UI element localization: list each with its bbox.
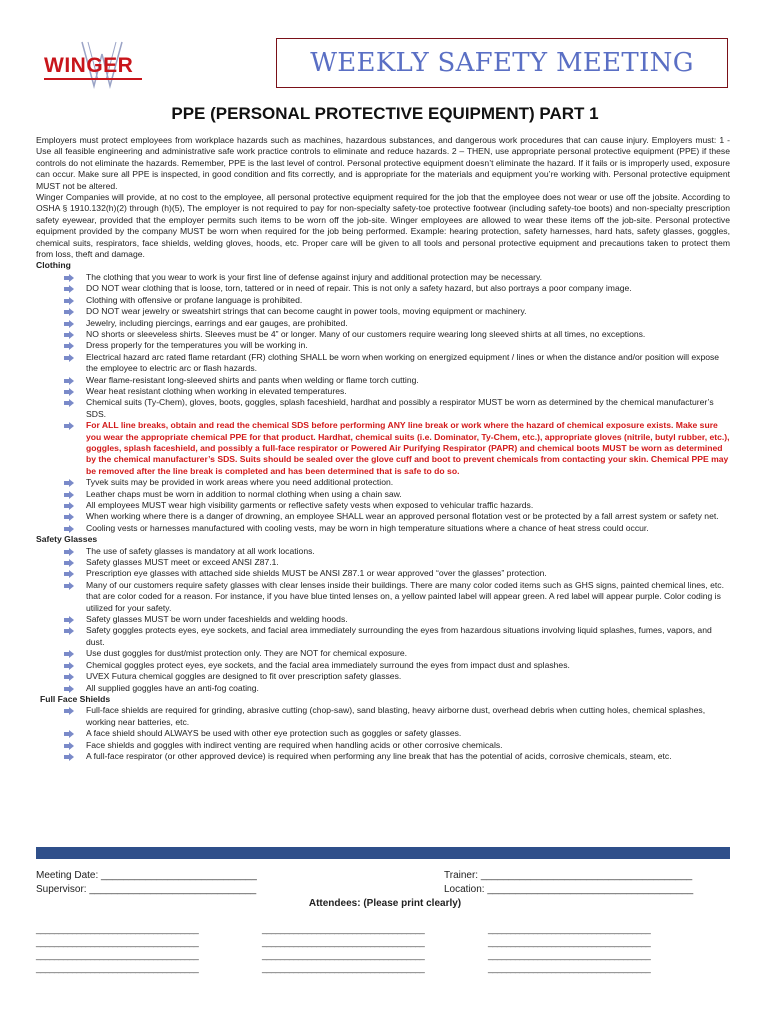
list-item-text: Leather chaps must be worn in addition to normal clothing when using a chain saw. (86, 488, 402, 499)
list-item (86, 546, 730, 557)
list-item (86, 728, 730, 739)
section-heading-safety-glasses: Safety Glasses (36, 534, 98, 545)
attendee-signature-line: ____________________________________ (36, 963, 199, 973)
list-item-text: Face shields and goggles with indirect venting are required when handling acids or other corrosive chemicals. (86, 739, 503, 750)
list-item-text: Prescription eye glasses with attached side shields MUST be ANSI Z87.1 or wear approved “over the glasses” protection. (86, 568, 547, 579)
meeting-date-field: Meeting Date: ____________________________ (36, 870, 257, 881)
attendee-signature-line: ____________________________________ (262, 924, 425, 934)
arrow-bullet-icon (64, 616, 74, 624)
attendee-signature-line: ____________________________________ (36, 937, 199, 947)
list-item (86, 386, 730, 397)
list-item-text: UVEX Futura chemical goggles are designed to fit over prescription safety glasses. (86, 671, 402, 682)
list-item-text: Many of our customers require safety glasses with clear lenses inside their buildings. There are many color coded items such as GHS signs, painted chemical lines, etc. that are color coded for a reason. For instance, if you have blue tinted lenses on, a yellow painted label will appear green. A red label will appear purple. Color coding is utilized for your safety. (86, 579, 724, 613)
attendee-signature-line: ____________________________________ (488, 963, 651, 973)
section-heading-full-face-shields: Full Face Shields (40, 693, 111, 704)
list-item (86, 500, 730, 511)
page-title: PPE (PERSONAL PROTECTIVE EQUIPMENT) PART 1 (171, 104, 599, 123)
list-item (86, 580, 730, 614)
list-item-text: The clothing that you wear to work is your first line of defense against injury and additional protection may be necessary. (86, 271, 543, 282)
arrow-bullet-icon (64, 274, 74, 282)
meeting-banner (276, 38, 728, 88)
arrow-bullet-icon (64, 673, 74, 681)
list-item-text: Tyvek suits may be provided in work areas where you need additional protection. (86, 477, 394, 488)
arrow-bullet-icon (64, 491, 74, 499)
list-item-text: Safety glasses MUST meet or exceed ANSI Z87.1. (86, 557, 279, 568)
list-item-text: Chemical goggles protect eyes, eye sockets, and the facial area immediately surround the eyes from impact dust and splashes. (86, 659, 570, 670)
arrow-bullet-icon (64, 308, 74, 316)
attendee-signature-line: ____________________________________ (488, 950, 651, 960)
arrow-bullet-icon (64, 502, 74, 510)
arrow-bullet-icon (64, 399, 74, 407)
section-heading-clothing: Clothing (36, 260, 71, 271)
list-item-text: Clothing with offensive or profane language is prohibited. (86, 294, 303, 305)
intro-paragraph-1: Employers must protect employees from workplace hazards such as machines, hazardous substances, and dangerous work procedures that can cause injury. Employers must: 1 - Use all feasible engineering and administrative safe work practice controls to eliminate and reduce hazards. 2 – THEN, use appropriate personal protective equipment (PPE) if these controls do not eliminate the hazards. Remember, PPE is the last level of control. Personal protective equipment doesn’t eliminate the hazard. If it fails or is improperly used, exposure can occur. Make sure all PPE is inspected, in good condition and fits correctly, and is appropriate for the materials and equipment you’re working with. Personal protective equipment MUST not be altered. (36, 135, 730, 191)
list-item (86, 648, 730, 659)
attendee-signature-line: ____________________________________ (36, 950, 199, 960)
list-item-text: Full-face shields are required for grinding, abrasive cutting (chop-saw), sand blasting, heavy airborne dust, overhead debris when cutting holes, chemical splashes, working near batteries, etc. (86, 705, 706, 727)
list-item (86, 511, 730, 522)
list-item-text: Use dust goggles for dust/mist protection only. They are NOT for chemical exposure. (86, 648, 407, 659)
full-face-list (36, 705, 730, 762)
supervisor-field: Supervisor: ______________________________ (36, 884, 257, 895)
arrow-bullet-icon (64, 513, 74, 521)
arrow-bullet-icon (64, 525, 74, 533)
arrow-bullet-icon (64, 742, 74, 750)
list-item (86, 318, 730, 329)
attendees-heading: Attendees: (Please print clearly) (308, 898, 462, 909)
list-item (86, 329, 730, 340)
list-item (86, 477, 730, 488)
arrow-bullet-icon (64, 753, 74, 761)
list-item-text: Dress properly for the temperatures you will be working in. (86, 340, 308, 351)
intro-paragraph-2: Winger Companies will provide, at no cost to the employee, all personal protective equipment required for the job that the employee does not wear or use off the jobsite. According to OSHA § 1910.132(h)(2) through (h)(5), The employer is not required to pay for non-specialty safety-toe protective footwear (including safety-toe boots) and non-specialty prescription safety eyewear, provided that the employer permits such items to be worn off the job-site. Winger employees are allowed to wear these items off the job-site. Personal protective equipment provided by the company MUST be worn when required for the job being performed. Example: hearing protection, safety harnesses, hard hats, safety glasses, goggles, chemical suits, respirators, face shields, welding gloves, hoods, etc. Proper care will be given to all tools and personal protective equipment and precautions taken to protect them from loss, theft and damage. (36, 192, 730, 260)
list-item-text: Jewelry, including piercings, earrings and ear gauges, are prohibited. (86, 317, 348, 328)
list-item (86, 568, 730, 579)
logo-text: WINGER (44, 54, 134, 77)
arrow-bullet-icon (64, 570, 74, 578)
list-item-text: For ALL line breaks, obtain and read the chemical SDS before performing ANY line break or work where the hazard of chemical exposure exists. Make sure you wear the appropriate chemical PPE for that product. Hardhat, chemical suits (i.e. Dominator, Ty-Chem, etc.), appropriate gloves (nitrile, butyl rubber, etc.), goggles, splash faceshield, and possibly a full-face respirator or Powered Air Purifying Respirator (PAPR) and chemical boots MUST be worn as determined by the chemical manufacturer’s SDS. Suits should be sealed over the glove cuff and boot to prevent chemicals from contacting your skin. Chemical PPE may be removed after the line break is completed and has been determined that is safe to do so. (86, 420, 730, 476)
list-item-text: Safety glasses MUST be worn under faceshields and welding hoods. (86, 614, 348, 625)
arrow-bullet-icon (64, 377, 74, 385)
list-item-text: DO NOT wear jewelry or sweatshirt strings that can become caught in power tools, moving equipment or machinery. (86, 306, 527, 317)
arrow-bullet-icon (64, 548, 74, 556)
list-item-text: Cooling vests or harnesses manufactured with cooling vests, may be worn in high temperature situations where a chance of heat stress could occur. (86, 522, 649, 533)
list-item-text: Electrical hazard arc rated flame retardant (FR) clothing SHALL be worn when working on energized equipment / lines or when the distance and/or position will expose the employee to electric arc or flash hazards. (86, 351, 720, 374)
list-item (86, 751, 730, 762)
list-item-text: DO NOT wear clothing that is loose, torn, tattered or in need of repair. This is not only a safety hazard, but also portrays a poor company image. (86, 283, 632, 294)
arrow-bullet-icon (64, 730, 74, 738)
arrow-bullet-icon (64, 331, 74, 339)
safety-glasses-list (36, 546, 730, 694)
list-item (86, 272, 730, 283)
list-item (86, 420, 730, 477)
arrow-bullet-icon (64, 582, 74, 590)
attendee-signature-line: ____________________________________ (262, 950, 425, 960)
list-item (86, 683, 730, 694)
list-item (86, 671, 730, 682)
list-item (86, 557, 730, 568)
list-item (86, 283, 730, 294)
logo-underline (44, 78, 142, 80)
list-item (86, 740, 730, 751)
winger-logo (38, 40, 178, 92)
attendee-signature-line: ____________________________________ (488, 937, 651, 947)
arrow-bullet-icon (64, 320, 74, 328)
list-item (86, 489, 730, 500)
banner-text: WEEKLY SAFETY MEETING (310, 48, 694, 78)
list-item (86, 660, 730, 671)
arrow-bullet-icon (64, 342, 74, 350)
arrow-bullet-icon (64, 422, 74, 430)
arrow-bullet-icon (64, 650, 74, 658)
list-item-text: A face shield should ALWAYS be used with other eye protection such as goggles or safety glasses. (86, 728, 462, 739)
list-item (86, 295, 730, 306)
list-item-text: Safety goggles protects eyes, eye sockets, and facial area immediately surrounding the eyes from hazardous situations involving liquid splashes, fumes, vapors, and dust. (86, 625, 712, 647)
arrow-bullet-icon (64, 297, 74, 305)
list-item (86, 306, 730, 317)
arrow-bullet-icon (64, 662, 74, 670)
list-item-text: Wear flame-resistant long-sleeved shirts and pants when welding or flame torch cutting. (86, 374, 419, 385)
divider-bar (36, 847, 730, 859)
arrow-bullet-icon (64, 285, 74, 293)
list-item (86, 705, 730, 728)
list-item-text: A full-face respirator (or other approved device) is required when performing any line break that has the potential of acids, corrosive chemicals, steam, etc. (86, 750, 672, 761)
arrow-bullet-icon (64, 388, 74, 396)
attendee-signature-line: ____________________________________ (262, 937, 425, 947)
attendee-signature-line: ____________________________________ (262, 963, 425, 973)
clothing-list (36, 272, 730, 534)
list-item (86, 614, 730, 625)
list-item-text: Chemical suits (Ty-Chem), gloves, boots, goggles, splash faceshield, hardhat and possibly a respirator MUST be worn as determined by the chemical manufacturer’s SDS. (86, 397, 714, 419)
arrow-bullet-icon (64, 559, 74, 567)
list-item-text: The use of safety glasses is mandatory at all work locations. (86, 545, 315, 556)
location-field: Location: _____________________________________ (444, 884, 694, 895)
list-item (86, 340, 730, 351)
list-item (86, 397, 730, 420)
arrow-bullet-icon (64, 627, 74, 635)
list-item (86, 375, 730, 386)
arrow-bullet-icon (64, 479, 74, 487)
arrow-bullet-icon (64, 354, 74, 362)
list-item (86, 352, 730, 375)
list-item-text: NO shorts or sleeveless shirts. Sleeves must be 4” or longer. Many of our customers require wearing long sleeved shirts at all times, no exceptions. (86, 328, 646, 339)
attendee-signature-line: ____________________________________ (36, 924, 199, 934)
list-item-text: Wear heat resistant clothing when working in elevated temperatures. (86, 385, 347, 396)
arrow-bullet-icon (64, 707, 74, 715)
list-item-text: All employees MUST wear high visibility garments or reflective safety vests when exposed to vehicular traffic hazards. (86, 500, 534, 510)
trainer-field: Trainer: ______________________________________ (444, 870, 693, 881)
arrow-bullet-icon (64, 685, 74, 693)
list-item (86, 523, 730, 534)
list-item (86, 625, 730, 648)
list-item-text: When working where there is a danger of drowning, an employee SHALL wear an approved personal flotation vest or be protected by a fall arrest system or safety net. (86, 511, 719, 522)
list-item-text: All supplied goggles have an anti-fog coating. (86, 682, 259, 693)
document-body (36, 135, 730, 762)
attendee-signature-line: ____________________________________ (488, 924, 651, 934)
